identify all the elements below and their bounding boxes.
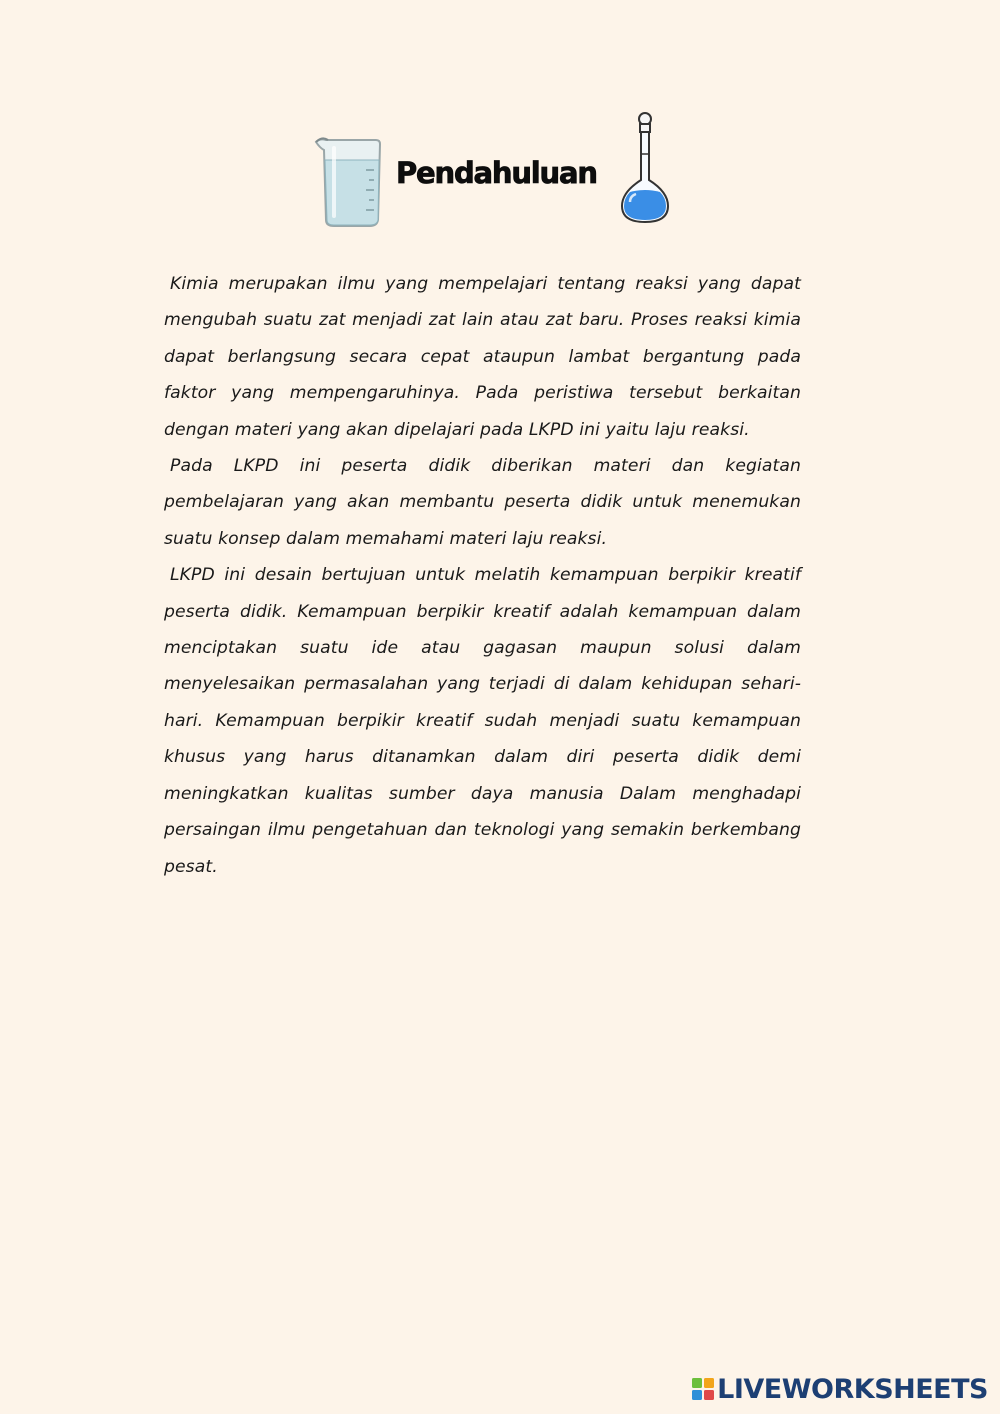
paragraph-3: LKPD ini desain bertujuan untuk melatih kemampuan berpikir kreatif peserta didik. Kemampuan berpikir kreatif adalah kemampuan dalam menciptakan suatu ide atau gagasan maupun solusi dalam menyelesaikan permasalahan yang terjadi di dalam kehidupan sehari-hari. Kemampuan berpikir kreatif sudah menjadi suatu kemampuan khusus yang harus ditanamkan dalam diri peserta didik demi meningkatkan kualitas sumber daya manusia Dalam menghadapi persaingan ilmu pengetahuan dan teknologi yang semakin berkembang pesat.	[164, 565, 801, 877]
volumetric-flask-icon	[616, 110, 674, 226]
liveworksheets-watermark	[691, 1372, 988, 1406]
page-title: Pendahuluan	[396, 156, 597, 190]
header	[0, 110, 1000, 230]
watermark-text: LIVEWORKSHEETS	[717, 1373, 988, 1405]
paragraph-2: Pada LKPD ini peserta didik diberikan materi dan kegiatan pembelajaran yang akan membantu peserta didik untuk menemukan suatu konsep dalam memahami materi laju reaksi.	[164, 456, 801, 549]
liveworksheets-logo-icon	[691, 1377, 715, 1401]
beaker-icon	[312, 136, 384, 228]
paragraph-1: Kimia merupakan ilmu yang mempelajari tentang reaksi yang dapat mengubah suatu zat menjadi zat lain atau zat baru. Proses reaksi kimia dapat berlangsung secara cepat ataupun lambat bergantung pada faktor yang mempengaruhinya. Pada peristiwa tersebut berkaitan dengan materi yang akan dipelajari pada LKPD ini yaitu laju reaksi.	[164, 274, 801, 440]
intro-text	[164, 266, 801, 885]
